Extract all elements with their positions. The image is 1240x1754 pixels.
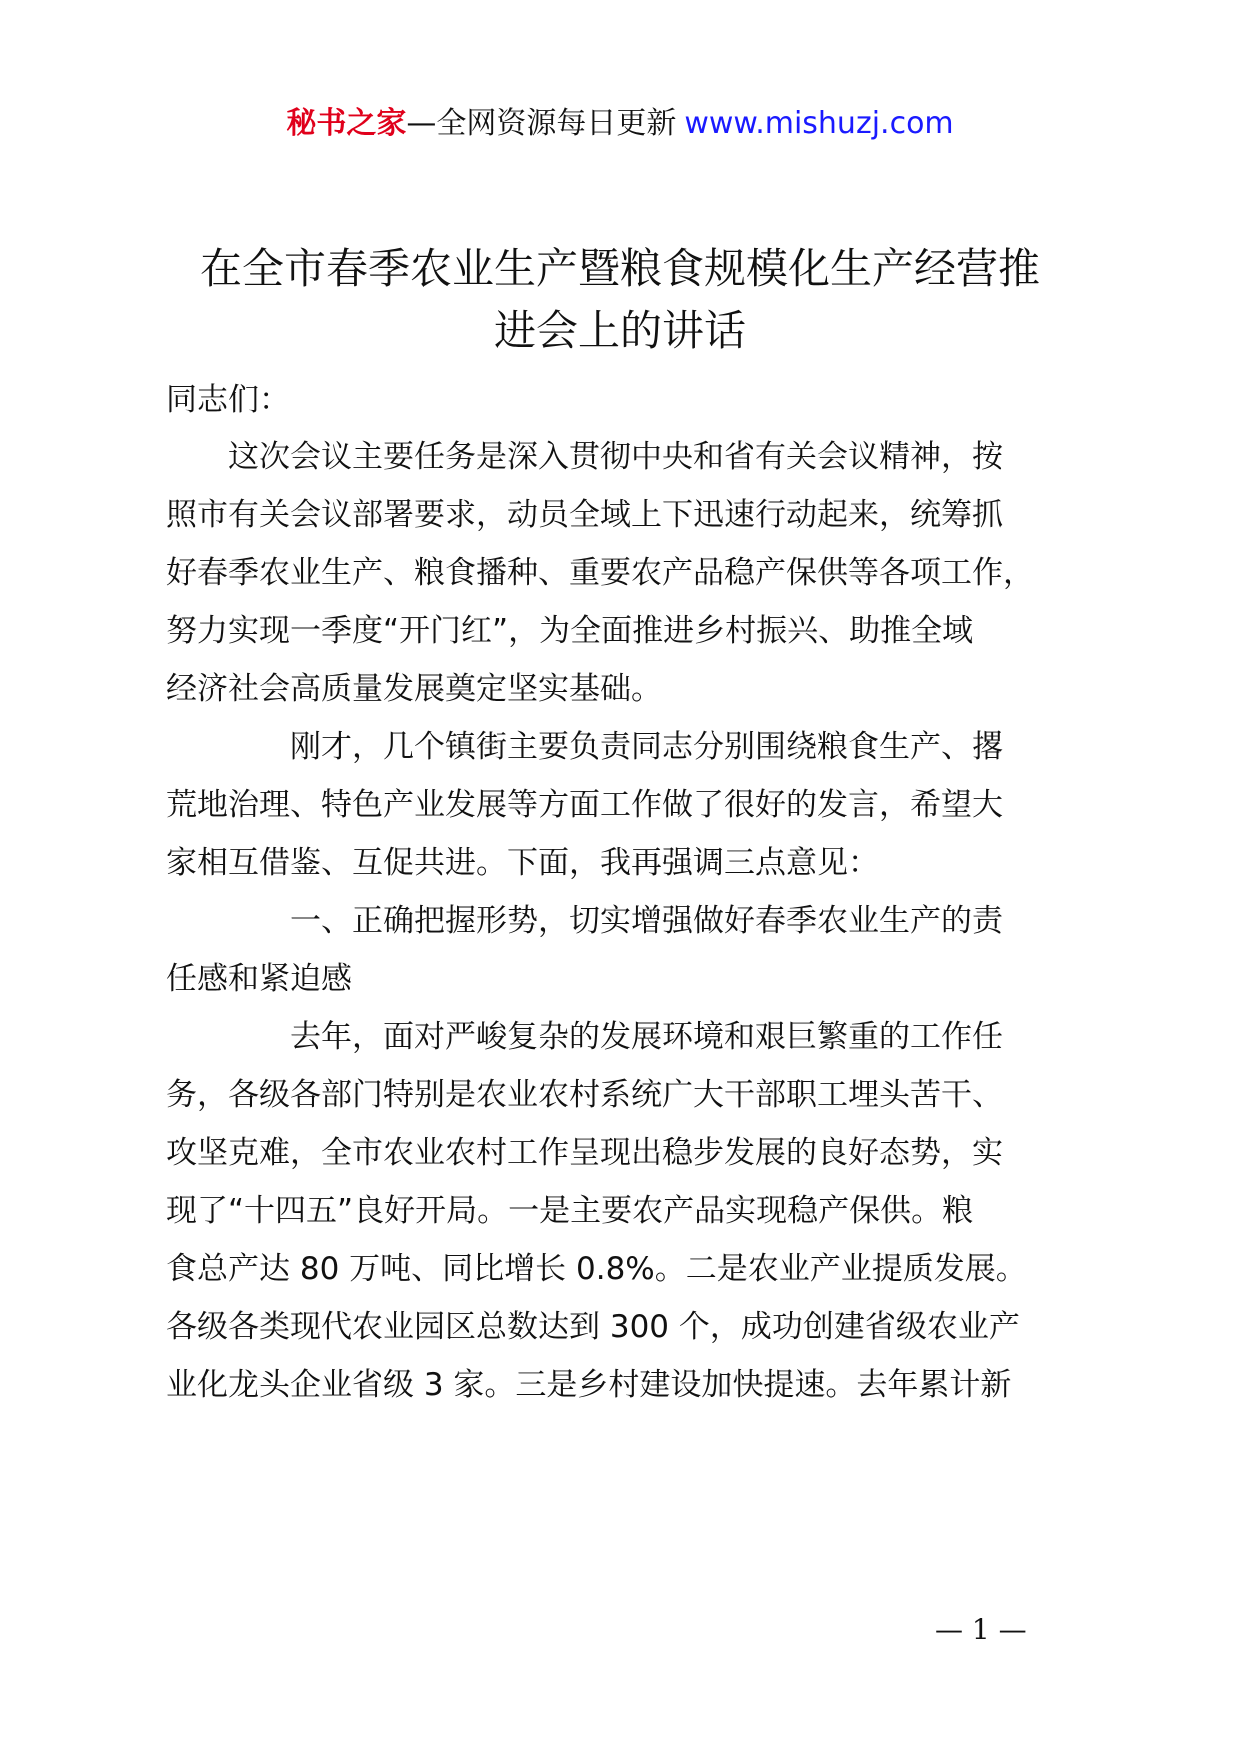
- site-slogan: —全网资源每日更新: [406, 106, 677, 141]
- body-line: 务，各级各部门特别是农业农村系统广大干部职工埋头苦干、: [166, 1077, 1003, 1113]
- document-title: [150, 238, 1090, 362]
- site-brand: 秘书之家: [286, 106, 407, 141]
- body-line: 经济社会高质量发展奠定坚实基础。: [166, 671, 662, 707]
- document-title-line-1: 在全市春季农业生产暨粮食规模化生产经营推: [199, 244, 1040, 293]
- body-line: 好春季农业生产、粮食播种、重要农产品稳产保供等各项工作，: [166, 555, 1034, 591]
- page-number: — 1 —: [935, 1613, 1027, 1646]
- document-title-line-2: 进会上的讲话: [493, 306, 746, 355]
- body-line: 努力实现一季度“开门红”，为全面推进乡村振兴、助推全域: [166, 613, 974, 649]
- body-line: 这次会议主要任务是深入贯彻中央和省有关会议精神，按: [166, 439, 1003, 475]
- section-heading-line: 任感和紧迫感: [166, 961, 352, 997]
- greeting: 同志们：: [166, 382, 290, 418]
- body-line: 攻坚克难，全市农业农村工作呈现出稳步发展的良好态势，实: [166, 1135, 1003, 1171]
- body-line: 荒地治理、特色产业发展等方面工作做了很好的发言，希望大: [166, 787, 1003, 823]
- body-line: 业化龙头企业省级 3 家。三是乡村建设加快提速。去年累计新: [166, 1367, 1012, 1403]
- body-line: 去年，面对严峻复杂的发展环境和艰巨繁重的工作任: [166, 1019, 1003, 1055]
- body-line: 刚才，几个镇街主要负责同志分别围绕粮食生产、撂: [166, 729, 1003, 765]
- body-line: 家相互借鉴、互促共进。下面，我再强调三点意见：: [166, 845, 879, 881]
- body-line: 各级各类现代农业园区总数达到 300 个，成功创建省级农业产: [166, 1309, 1020, 1345]
- body-line: 食总产达 80 万吨、同比增长 0.8%。二是农业产业提质发展。: [166, 1251, 1027, 1287]
- site-header: [0, 100, 1240, 148]
- site-url-link[interactable]: www.mishuzj.com: [684, 106, 954, 141]
- body-line: 现了“十四五”良好开局。一是主要农产品实现稳产保供。粮: [166, 1193, 974, 1229]
- section-heading-line: 一、正确把握形势，切实增强做好春季农业生产的责: [166, 903, 1003, 939]
- body-line: 照市有关会议部署要求，动员全域上下迅速行动起来，统筹抓: [166, 497, 1003, 533]
